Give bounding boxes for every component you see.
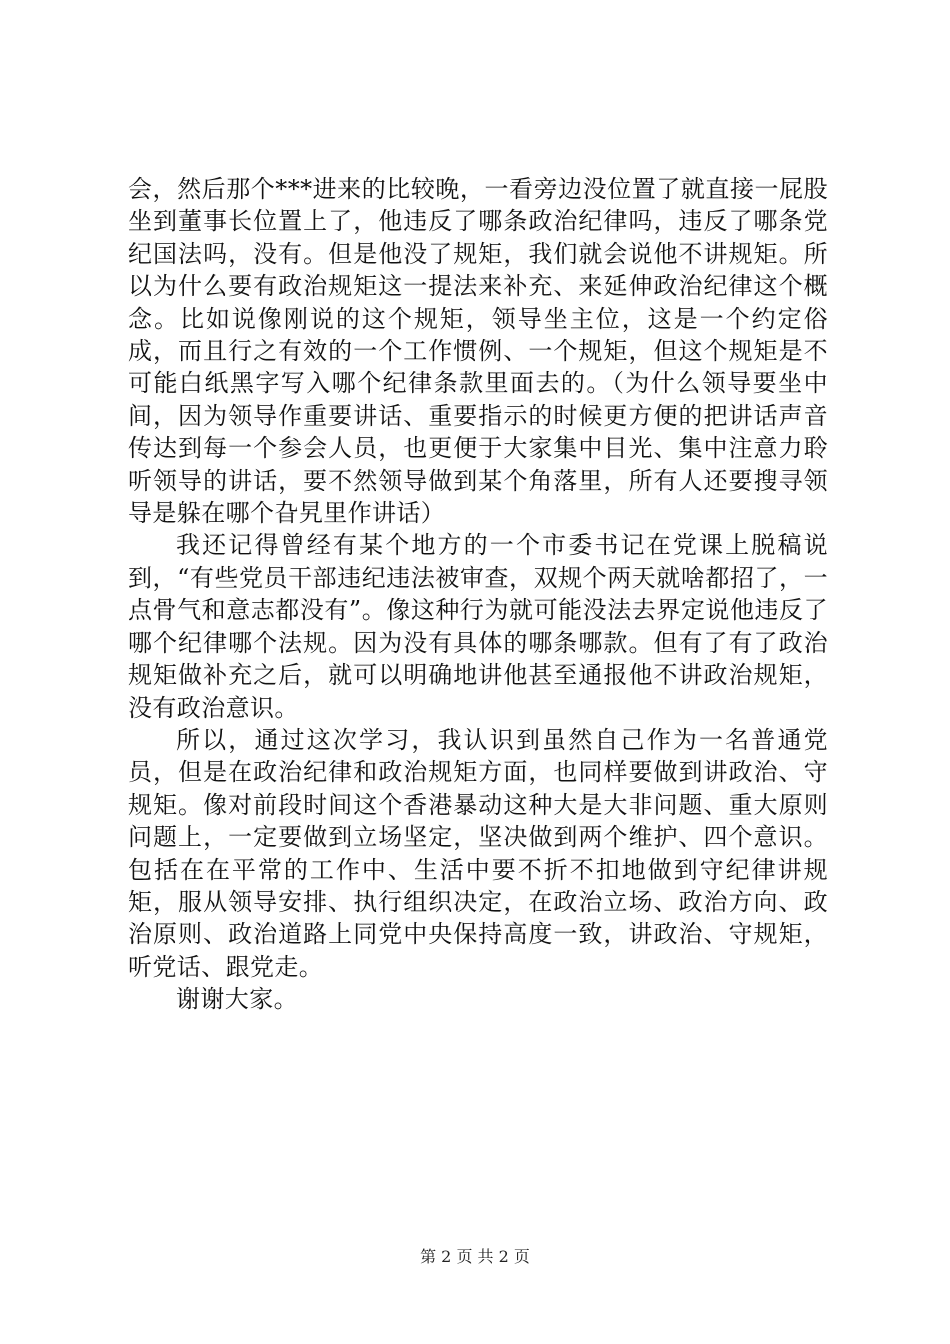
paragraph-example: 我还记得曾经有某个地方的一个市委书记在党课上脱稿说到，“有些党员干部违纪违法被审查，双规个两天就啥都招了，一点骨气和意志都没有”。像这种行为就可能没法去界定说他违反了哪个纪律哪个法规。因为没有具体的哪条哪款。但有了有了政治规矩做补充之后，就可以明确地讲他甚至通报他不讲政治规矩，没有政治意识。	[128, 531, 828, 722]
page-number-footer: 第 2 页 共 2 页	[420, 1247, 530, 1266]
paragraph-thanks: 谢谢大家。	[176, 985, 298, 1014]
paragraph-conclusion: 所以，通过这次学习，我认识到虽然自己作为一名普通党员，但是在政治纪律和政治规矩方面，也同样要做到讲政治、守规矩。像对前段时间这个香港暴动这种大是大非问题、重大原则问题上，一定要做到立场坚定，坚决做到两个维护、四个意识。包括在在平常的工作中、生活中要不折不扣地做到守纪律讲规矩，服从领导安排、执行组织决定，在政治立场、政治方向、政治原则、政治道路上同党中央保持高度一致，讲政治、守规矩，听党话、跟党走。	[128, 725, 828, 981]
paragraph-continuation: 会，然后那个***进来的比较晚，一看旁边没位置了就直接一屁股坐到董事长位置上了，他违反了哪条政治纪律吗，违反了哪条党纪国法吗，没有。但是他没了规矩，我们就会说他不讲规矩。所以为什么要有政治规矩这一提法来补充、来延伸政治纪律这个概念。比如说像刚说的这个规矩，领导坐主位，这是一个约定俗成，而且行之有效的一个工作惯例、一个规矩，但这个规矩是不可能白纸黑字写入哪个纪律条款里面去的。（为什么领导要坐中间，因为领导作重要讲话、重要指示的时候更方便的把讲话声音传达到每一个参会人员，也更便于大家集中目光、集中注意力聆听领导的讲话，要不然领导做到某个角落里，所有人还要搜寻领导是躲在哪个旮旯里作讲话）	[128, 175, 828, 528]
document-body	[128, 173, 828, 1016]
